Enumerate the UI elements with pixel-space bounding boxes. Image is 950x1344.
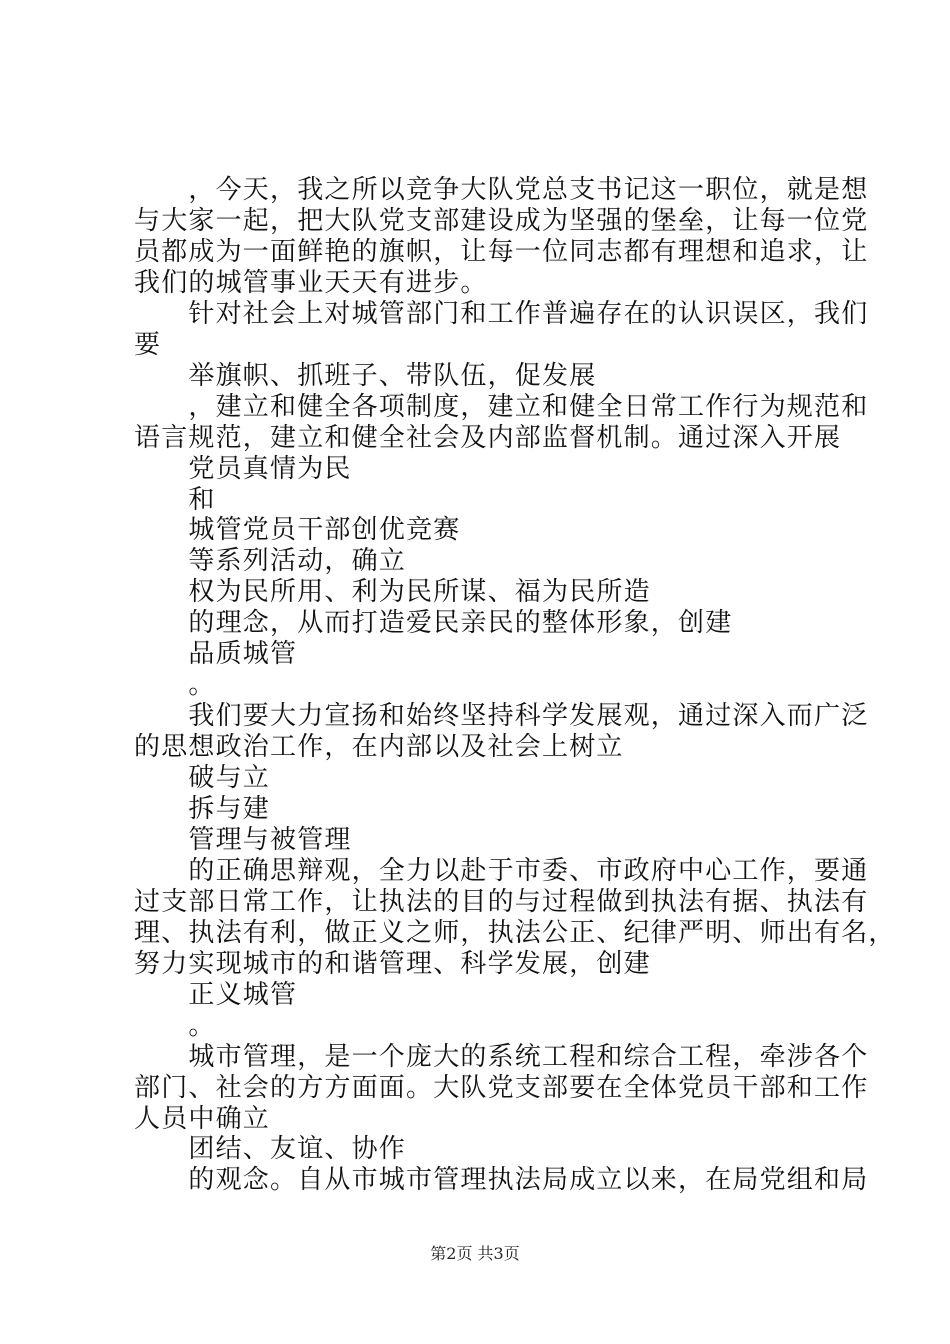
text-line: 员都成为一面鲜艳的旗帜，让每一位同志都有理想和追求，让 — [134, 237, 869, 267]
text-line: 过支部日常工作，让执法的目的与过程做到执法有据、执法有 — [134, 887, 869, 917]
text-line: 正义城管 — [134, 980, 298, 1010]
text-line: 和 — [134, 485, 216, 515]
text-line: 品质城管 — [134, 639, 298, 669]
text-line: 理、执法有利，做正义之师，执法公正、纪律严明、师出有名， — [134, 918, 896, 948]
text-line: 城管党员干部创优竞赛 — [134, 515, 461, 545]
text-line: 管理与被管理 — [134, 825, 352, 855]
text-line: 的理念，从而打造爱民亲民的整体形象，创建 — [134, 608, 733, 638]
text-line: 针对社会上对城管部门和工作普遍存在的认识误区，我们 — [134, 299, 869, 329]
text-line: 。 — [134, 1011, 216, 1041]
text-line: 努力实现城市的和谐管理、科学发展，创建 — [134, 949, 651, 979]
text-line: 党员真情为民 — [134, 454, 352, 484]
text-line: 的正确思辩观，全力以赴于市委、市政府中心工作，要通 — [134, 856, 869, 886]
text-line: 语言规范，建立和健全社会及内部监督机制。通过深入开展 — [134, 423, 842, 453]
text-line: 拆与建 — [134, 794, 271, 824]
text-line: 的思想政治工作，在内部以及社会上树立 — [134, 732, 624, 762]
text-line: 人员中确立 — [134, 1104, 271, 1134]
text-line: 城市管理，是一个庞大的系统工程和综合工程，牵涉各个 — [134, 1042, 869, 1072]
text-line: 等系列活动，确立 — [134, 546, 407, 576]
text-line: 破与立 — [134, 763, 271, 793]
text-line: 部门、社会的方方面面。大队党支部要在全体党员干部和工作 — [134, 1073, 869, 1103]
text-line: 我们要大力宣扬和始终坚持科学发展观，通过深入而广泛 — [134, 701, 869, 731]
text-line: 与大家一起，把大队党支部建设成为坚强的堡垒，让每一位党 — [134, 206, 869, 236]
text-line: 。 — [134, 670, 216, 700]
text-line: 要 — [134, 330, 162, 360]
text-line: 举旗帜、抓班子、带队伍，促发展 — [134, 361, 597, 391]
text-line: 的观念。自从市城市管理执法局成立以来，在局党组和局 — [134, 1165, 869, 1195]
page-footer: 第2页 共3页 — [430, 1244, 520, 1263]
text-line: 我们的城管事业天天有进步。 — [134, 268, 488, 298]
text-line: ，建立和健全各项制度，建立和健全日常工作行为规范和 — [134, 392, 869, 422]
text-line: 团结、友谊、协作 — [134, 1134, 407, 1164]
text-line: 权为民所用、利为民所谋、福为民所造 — [134, 577, 651, 607]
text-line: ，今天，我之所以竞争大队党总支书记这一职位，就是想 — [134, 175, 869, 205]
